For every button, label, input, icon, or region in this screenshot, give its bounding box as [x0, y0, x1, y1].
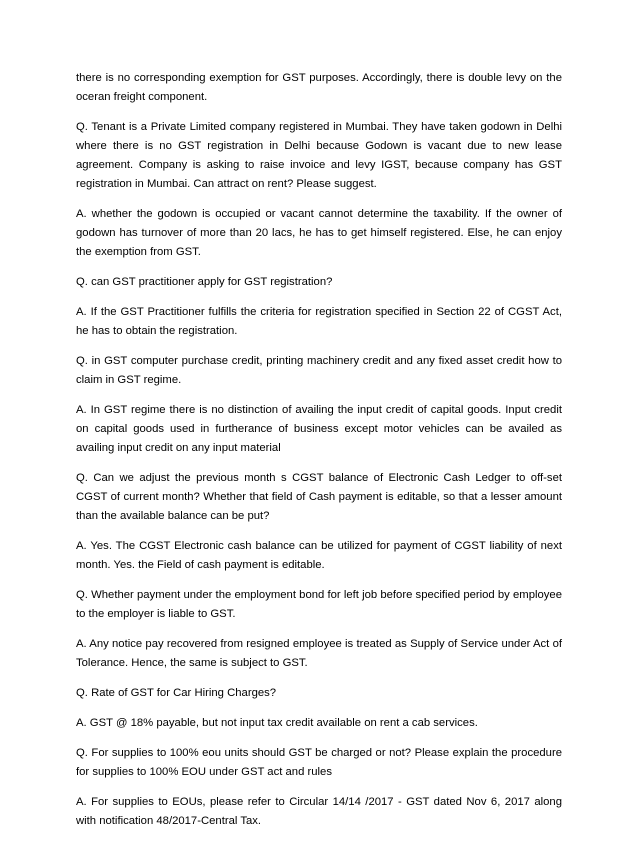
- answer-tenant-godown: A. whether the godown is occupied or vacant cannot determine the taxability. If the owner of godown has turnover of more than 20 lacs, he has to get himself registered. Else, he can enjoy the exemption from GST.: [76, 208, 562, 258]
- question-tenant-godown: Q. Tenant is a Private Limited company registered in Mumbai. They have taken godown in Delhi where there is no GST registration in Delhi because Godown is vacant due to new lease agreement. Company is asking to raise invoice and levy IGST, because company has GST registration in Mumbai. Can attract on rent? Please suggest.: [76, 121, 562, 190]
- question-gst-practitioner: Q. can GST practitioner apply for GST registration?: [76, 276, 333, 288]
- document-body: [76, 69, 562, 842]
- answer-cgst-cash-ledger: A. Yes. The CGST Electronic cash balance can be utilized for payment of CGST liability of next month. Yes. the Field of cash payment is editable.: [76, 540, 562, 571]
- answer-eou-supplies: A. For supplies to EOUs, please refer to Circular 14/14 /2017 - GST dated Nov 6, 2017 along with notification 48/2017-Central Tax.: [76, 796, 562, 827]
- answer-employment-bond: A. Any notice pay recovered from resigned employee is treated as Supply of Service under Act of Tolerance. Hence, the same is subject to GST.: [76, 638, 562, 669]
- answer-capital-goods-credit: A. In GST regime there is no distinction of availing the input credit of capital goods. Input credit on capital goods used in furtherance of business except motor vehicles can be availed as availing input credit on any input material: [76, 404, 562, 454]
- question-cgst-cash-ledger: Q. Can we adjust the previous month s CGST balance of Electronic Cash Ledger to off-set CGST of current month? Whether that field of Cash payment is editable, so that a lesser amount than the available balance can be put?: [76, 472, 562, 522]
- question-employment-bond: Q. Whether payment under the employment bond for left job before specified period by employee to the employer is liable to GST.: [76, 589, 562, 620]
- answer-car-hiring-rate: A. GST @ 18% payable, but not input tax credit available on rent a cab services.: [76, 717, 478, 729]
- answer-gst-practitioner: A. If the GST Practitioner fulfills the criteria for registration specified in Section 22 of CGST Act, he has to obtain the registration.: [76, 306, 562, 337]
- paragraph-continuation: there is no corresponding exemption for GST purposes. Accordingly, there is double levy on the oceran freight component.: [76, 72, 562, 103]
- question-eou-supplies: Q. For supplies to 100% eou units should GST be charged or not? Please explain the procedure for supplies to 100% EOU under GST act and rules: [76, 747, 562, 778]
- question-car-hiring-rate: Q. Rate of GST for Car Hiring Charges?: [76, 687, 277, 699]
- question-capital-goods-credit: Q. in GST computer purchase credit, printing machinery credit and any fixed asset credit how to claim in GST regime.: [76, 355, 562, 386]
